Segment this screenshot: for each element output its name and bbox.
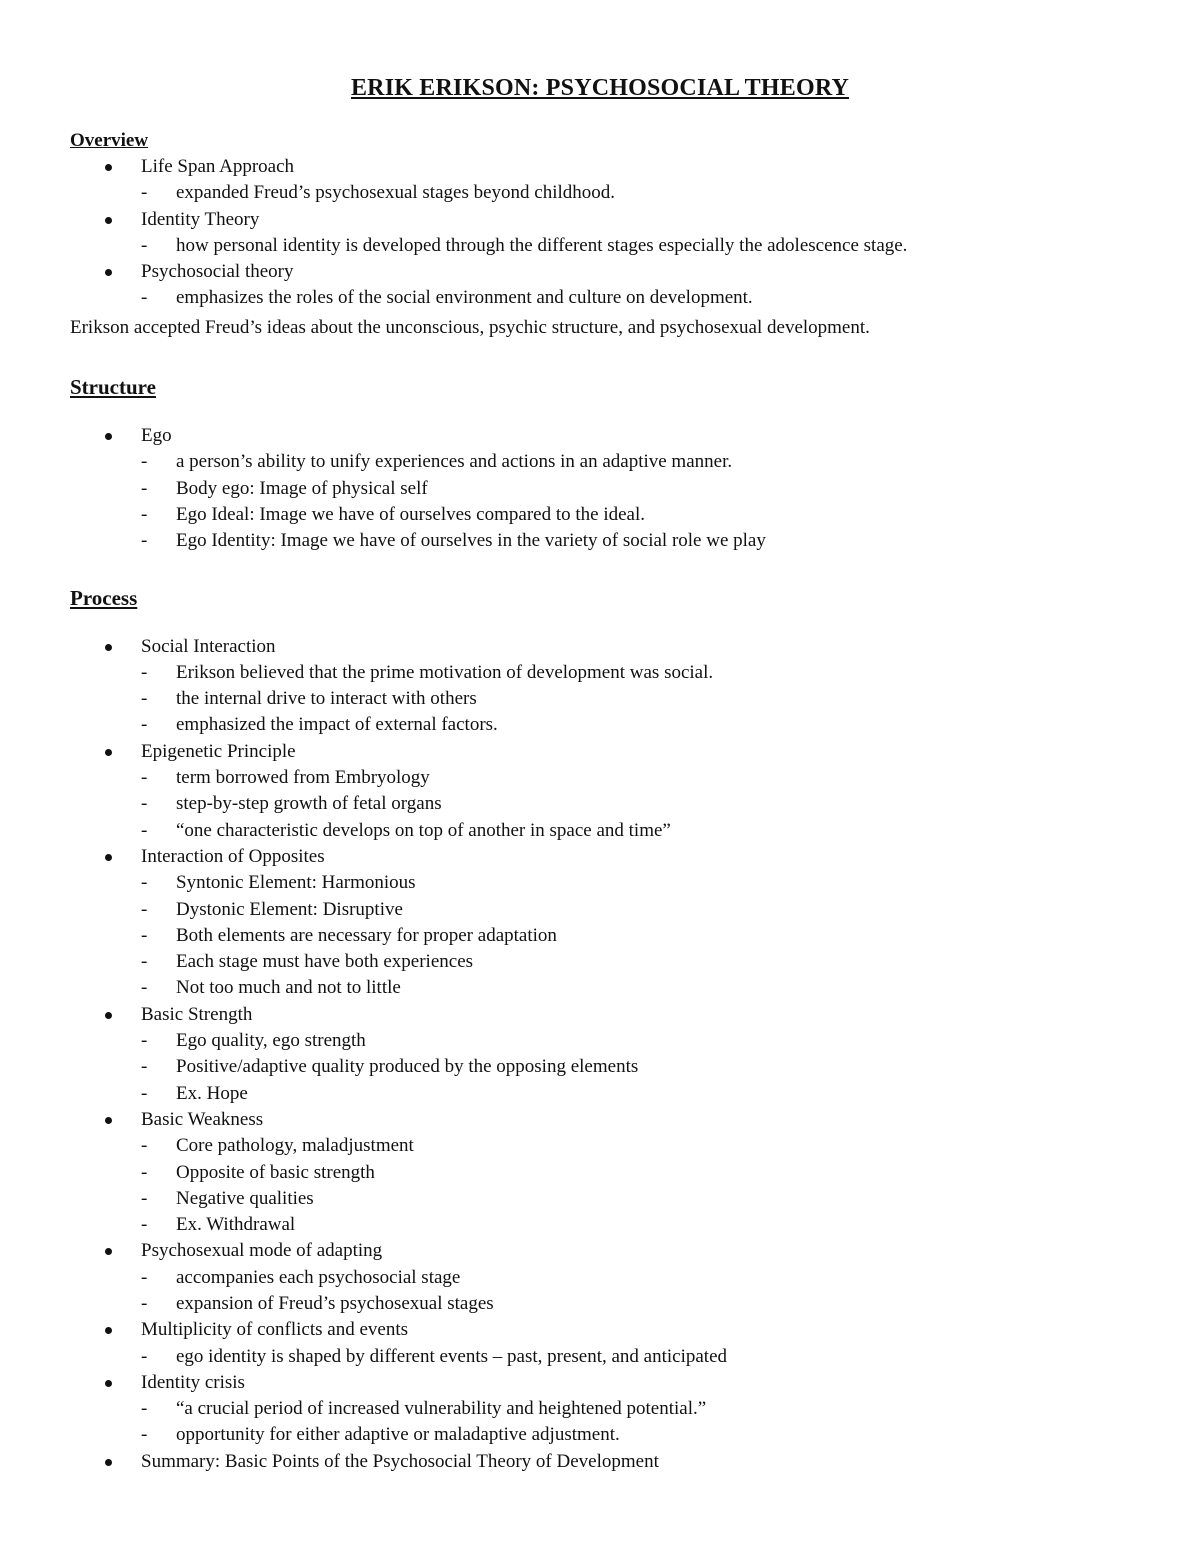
sub-item-text: emphasizes the roles of the social environment and culture on development. [176, 287, 753, 309]
sub-item [70, 1133, 1130, 1159]
dash-marker: - [141, 1398, 148, 1420]
bullet-label: Life Span Approach [141, 156, 295, 177]
dash-marker: - [141, 1161, 148, 1183]
bullet-dot-icon [105, 1459, 112, 1466]
sub-item-text: Not too much and not to little [176, 977, 401, 999]
bullet-dot-icon [105, 1380, 112, 1387]
dash-marker: - [141, 1266, 148, 1288]
sub-item-text: Opposite of basic strength [176, 1161, 375, 1183]
sub-item [70, 1186, 1130, 1212]
sub-item-text: Each stage must have both experiences [176, 951, 474, 973]
bullet-dot-icon [105, 854, 112, 861]
sub-item-text: emphasized the impact of external factors. [176, 714, 498, 736]
document-page [70, 72, 1130, 1475]
bullet-dot-icon [105, 1327, 112, 1334]
sub-item [70, 1081, 1130, 1107]
process-list [70, 634, 1130, 1476]
sub-item [70, 712, 1130, 738]
bullet-item [70, 423, 1130, 449]
sub-item-text: expanded Freud’s psychosexual stages beyond childhood. [176, 182, 616, 204]
bullet-item [70, 844, 1130, 870]
sub-item [70, 476, 1130, 502]
dash-marker: - [141, 688, 148, 710]
dash-marker: - [141, 951, 148, 973]
dash-marker: - [141, 819, 148, 841]
sub-item-text: Core pathology, maladjustment [176, 1135, 414, 1157]
structure-list [70, 423, 1130, 554]
sub-item-text: Ego Identity: Image we have of ourselves in the variety of social role we play [176, 530, 766, 552]
sub-item-text: step-by-step growth of fetal organs [176, 793, 442, 815]
sub-item [70, 1265, 1130, 1291]
sub-item [70, 949, 1130, 975]
bullet-dot-icon [105, 1248, 112, 1255]
dash-marker: - [141, 1082, 148, 1104]
bullet-item [70, 1107, 1130, 1133]
bullet-dot-icon [105, 433, 112, 440]
sub-item-text: how personal identity is developed through the different stages especially the adolescence stage. [176, 234, 908, 256]
bullet-item [70, 259, 1130, 285]
bullet-item [70, 739, 1130, 765]
bullet-label: Psychosexual mode of adapting [141, 1240, 383, 1262]
overview-list [70, 154, 1130, 312]
document-title: ERIK ERIKSON: PSYCHOSOCIAL THEORY [350, 75, 850, 101]
sub-item [70, 528, 1130, 554]
dash-marker: - [141, 182, 148, 204]
sub-item-text: Positive/adaptive quality produced by the opposing elements [176, 1056, 639, 1078]
sub-item-text: expansion of Freud’s psychosexual stages [176, 1292, 494, 1314]
sub-item [70, 1028, 1130, 1054]
sub-item-text: “a crucial period of increased vulnerability and heightened potential.” [176, 1398, 707, 1420]
dash-marker: - [141, 477, 148, 499]
sub-item [70, 449, 1130, 475]
sub-item-text: Both elements are necessary for proper adaptation [176, 924, 557, 946]
dash-marker: - [141, 530, 148, 552]
bullet-dot-icon [105, 644, 112, 651]
dash-marker: - [141, 1424, 148, 1446]
sub-item-text: “one characteristic develops on top of another in space and time” [176, 819, 671, 841]
sub-item-text: Body ego: Image of physical self [176, 477, 428, 499]
dash-marker: - [141, 924, 148, 946]
bullet-label: Epigenetic Principle [141, 740, 296, 762]
overview-heading: Overview [70, 130, 149, 151]
dash-marker: - [141, 793, 148, 815]
dash-marker: - [141, 1187, 148, 1209]
sub-item [70, 1291, 1130, 1317]
sub-item [70, 285, 1130, 311]
dash-marker: - [141, 1345, 148, 1367]
dash-marker: - [141, 287, 148, 309]
bullet-dot-icon [105, 1117, 112, 1124]
bullet-label: Identity Theory [141, 208, 260, 230]
process-heading: Process [70, 585, 138, 610]
sub-item-text: Negative qualities [176, 1187, 314, 1209]
sub-item-text: Ego quality, ego strength [176, 1030, 366, 1052]
dash-marker: - [141, 898, 148, 920]
bullet-label: Social Interaction [141, 635, 276, 657]
sub-item [70, 897, 1130, 923]
bullet-dot-icon [105, 164, 112, 171]
sub-item-text: Syntonic Element: Harmonious [176, 872, 416, 894]
dash-marker: - [141, 1030, 148, 1052]
sub-item [70, 1422, 1130, 1448]
sub-item [70, 502, 1130, 528]
sub-item [70, 765, 1130, 791]
sub-item-text: accompanies each psychosocial stage [176, 1266, 461, 1288]
bullet-item [70, 1238, 1130, 1264]
sub-item [70, 180, 1130, 206]
dash-marker: - [141, 714, 148, 736]
sub-item-text: opportunity for either adaptive or maladaptive adjustment. [176, 1424, 620, 1446]
sub-item [70, 870, 1130, 896]
bullet-item [70, 1317, 1130, 1343]
sub-item [70, 1160, 1130, 1186]
overview-note: Erikson accepted Freud’s ideas about the unconscious, psychic structure, and psychosexual development. [70, 316, 870, 338]
sub-item-text: a person’s ability to unify experiences and actions in an adaptive manner. [176, 451, 733, 473]
sub-item [70, 660, 1130, 686]
structure-heading: Structure [70, 375, 156, 400]
sub-item [70, 233, 1130, 259]
bullet-item [70, 634, 1130, 660]
sub-item-text: Dystonic Element: Disruptive [176, 898, 403, 920]
sub-item [70, 791, 1130, 817]
dash-marker: - [141, 1135, 148, 1157]
dash-marker: - [141, 977, 148, 999]
dash-marker: - [141, 451, 148, 473]
dash-marker: - [141, 767, 148, 789]
bullet-label: Interaction of Opposites [141, 845, 325, 867]
sub-item-text: term borrowed from Embryology [176, 767, 430, 789]
sub-item-text: ego identity is shaped by different events – past, present, and anticipated [176, 1345, 728, 1367]
sub-item-text: Ex. Withdrawal [176, 1214, 296, 1236]
dash-marker: - [141, 1214, 148, 1236]
dash-marker: - [141, 1292, 148, 1314]
sub-item [70, 686, 1130, 712]
bullet-label: Basic Strength [141, 1003, 253, 1025]
bullet-label: Psychosocial theory [141, 261, 294, 283]
bullet-label: Identity crisis [141, 1371, 245, 1393]
bullet-label: Summary: Basic Points of the Psychosocial Theory of Development [141, 1450, 659, 1472]
sub-item [70, 1054, 1130, 1080]
sub-item-text: the internal drive to interact with others [176, 688, 477, 710]
bullet-dot-icon [105, 1012, 112, 1019]
dash-marker: - [141, 1056, 148, 1078]
bullet-label: Ego [141, 425, 172, 447]
bullet-item [70, 1449, 1130, 1475]
sub-item [70, 1212, 1130, 1238]
sub-item-text: Erikson believed that the prime motivation of development was social. [176, 661, 714, 683]
bullet-item [70, 207, 1130, 233]
bullet-label: Multiplicity of conflicts and events [141, 1319, 409, 1341]
sub-item [70, 1344, 1130, 1370]
bullet-dot-icon [105, 269, 112, 276]
bullet-label: Basic Weakness [141, 1108, 264, 1130]
bullet-item [70, 1370, 1130, 1396]
bullet-item [70, 1002, 1130, 1028]
sub-item-text: Ex. Hope [176, 1082, 248, 1104]
sub-item [70, 975, 1130, 1001]
dash-marker: - [141, 503, 148, 525]
sub-item [70, 923, 1130, 949]
sub-item-text: Ego Ideal: Image we have of ourselves compared to the ideal. [176, 503, 646, 525]
bullet-dot-icon [105, 217, 112, 224]
dash-marker: - [141, 872, 148, 894]
dash-marker: - [141, 234, 148, 256]
bullet-dot-icon [105, 749, 112, 756]
dash-marker: - [141, 661, 148, 683]
sub-item [70, 818, 1130, 844]
bullet-item [70, 154, 1130, 180]
sub-item [70, 1396, 1130, 1422]
